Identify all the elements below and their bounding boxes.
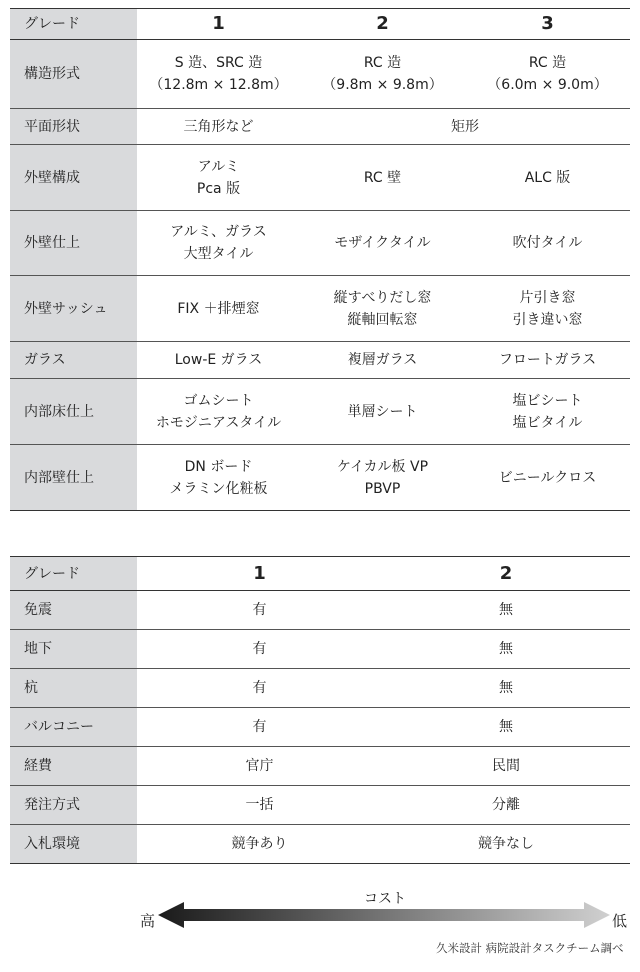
table-row (10, 786, 630, 825)
table-cell: 有 (137, 591, 382, 630)
table-cell: ビニールクロス (465, 445, 630, 511)
row-label: ガラス (10, 342, 137, 379)
table-cell: ケイカル板 VP PBVP (300, 445, 465, 511)
row-label: 杭 (10, 669, 137, 708)
table-cell: 民間 (382, 747, 630, 786)
row-label: 内部壁仕上 (10, 445, 137, 511)
row-label: 外壁サッシュ (10, 276, 137, 342)
table-cell: 無 (382, 630, 630, 669)
table-cell: 複層ガラス (300, 342, 465, 379)
table-cell: RC 壁 (300, 145, 465, 211)
table-cell: 無 (382, 708, 630, 747)
table-row (10, 211, 630, 276)
row-label: 発注方式 (10, 786, 137, 825)
grade-2-header: 2 (382, 557, 630, 591)
row-label: 免震 (10, 591, 137, 630)
cost-low-label: 低 (612, 912, 628, 930)
table-cell: DN ボード メラミン化粧板 (137, 445, 300, 511)
table-row (10, 591, 630, 630)
cost-gradient-arrow (158, 902, 610, 928)
table-cell: RC 造 （6.0m × 9.0m） (465, 40, 630, 109)
table-row (10, 708, 630, 747)
cost-high-label: 高 (140, 912, 156, 930)
table-row (10, 109, 630, 145)
table-cell: ゴムシート ホモジニアスタイル (137, 379, 300, 445)
table-row (10, 276, 630, 342)
table-cell: 無 (382, 591, 630, 630)
table-cell: アルミ、ガラス 大型タイル (137, 211, 300, 276)
row-label: 経費 (10, 747, 137, 786)
table-cell: 片引き窓 引き違い窓 (465, 276, 630, 342)
table-cell: モザイクタイル (300, 211, 465, 276)
table-cell: 有 (137, 708, 382, 747)
source-credit: 久米設計 病院設計タスクチーム調べ (436, 941, 624, 955)
table-row (10, 445, 630, 511)
row-label: 外壁仕上 (10, 211, 137, 276)
table-row (10, 145, 630, 211)
table-cell: FIX ＋排煙窓 (137, 276, 300, 342)
table-cell: 有 (137, 669, 382, 708)
table-cell: 吹付タイル (465, 211, 630, 276)
table-row (10, 379, 630, 445)
grade-1-header: 1 (137, 557, 382, 591)
row-label: 地下 (10, 630, 137, 669)
table-cell: 単層シート (300, 379, 465, 445)
table-cell: RC 造 （9.8m × 9.8m） (300, 40, 465, 109)
grade-3-header: 3 (465, 9, 630, 40)
table-cell: フロートガラス (465, 342, 630, 379)
table-row (10, 669, 630, 708)
cost-scale (0, 880, 640, 970)
row-label: 構造形式 (10, 40, 137, 109)
table-cell: 官庁 (137, 747, 382, 786)
grade-1-header: 1 (137, 9, 300, 40)
table-header-row (10, 9, 630, 40)
table-cell: 無 (382, 669, 630, 708)
table-cell: 競争あり (137, 825, 382, 864)
table-cell: ALC 版 (465, 145, 630, 211)
table-cell: 有 (137, 630, 382, 669)
row-label: 外壁構成 (10, 145, 137, 211)
table-cell-merged: 矩形 (300, 109, 630, 145)
row-label: 入札環境 (10, 825, 137, 864)
table-cell: 縦すべりだし窓 縦軸回転窓 (300, 276, 465, 342)
cost-label: コスト (364, 891, 406, 907)
table-cell: 分離 (382, 786, 630, 825)
table-cell: Low-E ガラス (137, 342, 300, 379)
table-cell: 一括 (137, 786, 382, 825)
table-row (10, 342, 630, 379)
table-cell: S 造、SRC 造 （12.8m × 12.8m） (137, 40, 300, 109)
grade-spec-table (10, 8, 630, 511)
table-row (10, 40, 630, 109)
grade-header-label: グレード (10, 9, 137, 40)
table-cell: 塩ビシート 塩ビタイル (465, 379, 630, 445)
table-cell: 三角形など (137, 109, 300, 145)
grade-2-header: 2 (300, 9, 465, 40)
table-cell: 競争なし (382, 825, 630, 864)
row-label: 平面形状 (10, 109, 137, 145)
grade-condition-table (10, 556, 630, 864)
table-cell: アルミ Pca 版 (137, 145, 300, 211)
table-row (10, 747, 630, 786)
table-row (10, 630, 630, 669)
grade-header-label: グレード (10, 557, 137, 591)
table-row (10, 825, 630, 864)
row-label: バルコニー (10, 708, 137, 747)
row-label: 内部床仕上 (10, 379, 137, 445)
table-header-row (10, 557, 630, 591)
